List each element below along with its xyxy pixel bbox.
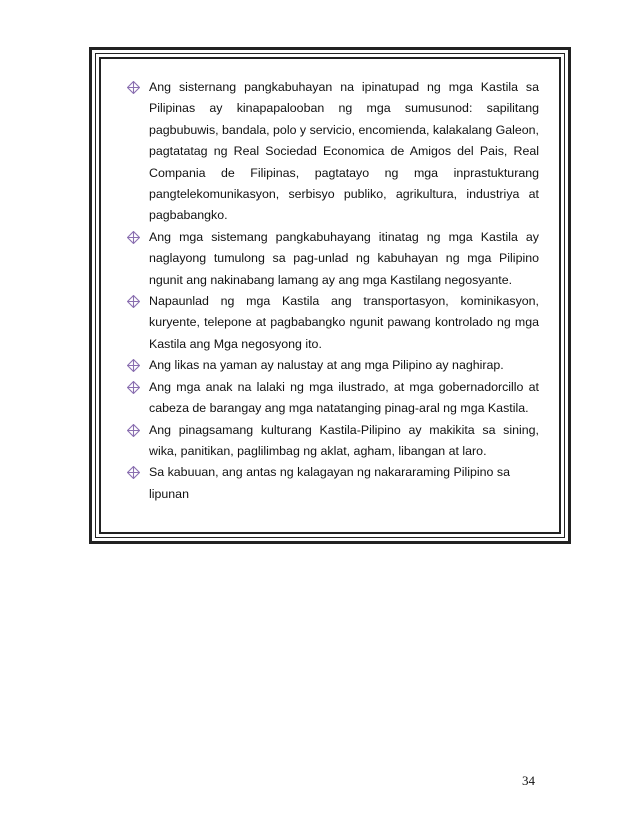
- bordered-text-box-content: [99, 57, 561, 534]
- bullet-item: [125, 227, 539, 291]
- page-number: 34: [522, 773, 535, 788]
- bullet-text: Ang mga anak na lalaki ng mga ilustrado, at mga gobernadorcillo at cabeza de barangay ang mga natatanging pinag-aral ng mga Kastila.: [149, 379, 539, 416]
- bullet-item: [125, 77, 539, 227]
- diamond-cross-bullet-icon: [127, 381, 140, 394]
- diamond-cross-bullet-icon: [127, 81, 140, 94]
- bordered-text-box: [89, 47, 571, 544]
- bullet-item: [125, 355, 539, 376]
- bullet-text: Ang pinagsamang kulturang Kastila-Pilipino ay makikita sa sining, wika, panitikan, paglilimbag ng aklat, agham, libangan at laro.: [149, 422, 539, 458]
- bullet-item: [125, 377, 539, 420]
- bullet-text: Ang likas na yaman ay nalustay at ang mga Pilipino ay naghirap.: [149, 358, 504, 373]
- diamond-cross-bullet-icon: [127, 231, 140, 244]
- bullet-text: Ang sisternang pangkabuhayan na ipinatupad ng mga Kastila sa Pilipinas ay kinapapalooban ng mga sumusunod: sapilitang pagbubuwis, bandala, polo y servicio, encomienda, kalakalang Galeon, pagtatatag ng Real Sociedad Economica de Amigos del Pais, Real Compania de Filipinas, pagtatayo ng mga inprastukturang pangtelekomunikasyon, serbisyo publiko, agrikultura, industriya at pagbabangko.: [149, 80, 539, 223]
- bullet-text: Ang mga sistemang pangkabuhayang itinatag ng mga Kastila ay naglayong tumulong sa pag-unlad ng kabuhayan ng mga Pilipino ngunit ang nakinabang lamang ay ang mga Kastilang negosyante.: [149, 229, 539, 287]
- diamond-cross-bullet-icon: [127, 295, 140, 308]
- bullet-text: Sa kabuuan, ang antas ng kalagayan ng nakararaming Pilipino sa lipunan: [149, 465, 510, 501]
- diamond-cross-bullet-icon: [127, 424, 140, 437]
- bullet-text: Napaunlad ng mga Kastila ang transportasyon, kominikasyon, kuryente, telepone at pagbabangko ngunit pawang kontrolado ng mga Kastila ang Mga negosyong ito.: [149, 294, 539, 351]
- diamond-cross-bullet-icon: [127, 466, 140, 479]
- bullet-item: [125, 420, 539, 463]
- diamond-cross-bullet-icon: [127, 359, 140, 372]
- bullet-item: [125, 462, 539, 505]
- bullet-item: [125, 291, 539, 355]
- bordered-text-box-inner: [95, 53, 565, 538]
- summary-bullet-list: [125, 77, 539, 505]
